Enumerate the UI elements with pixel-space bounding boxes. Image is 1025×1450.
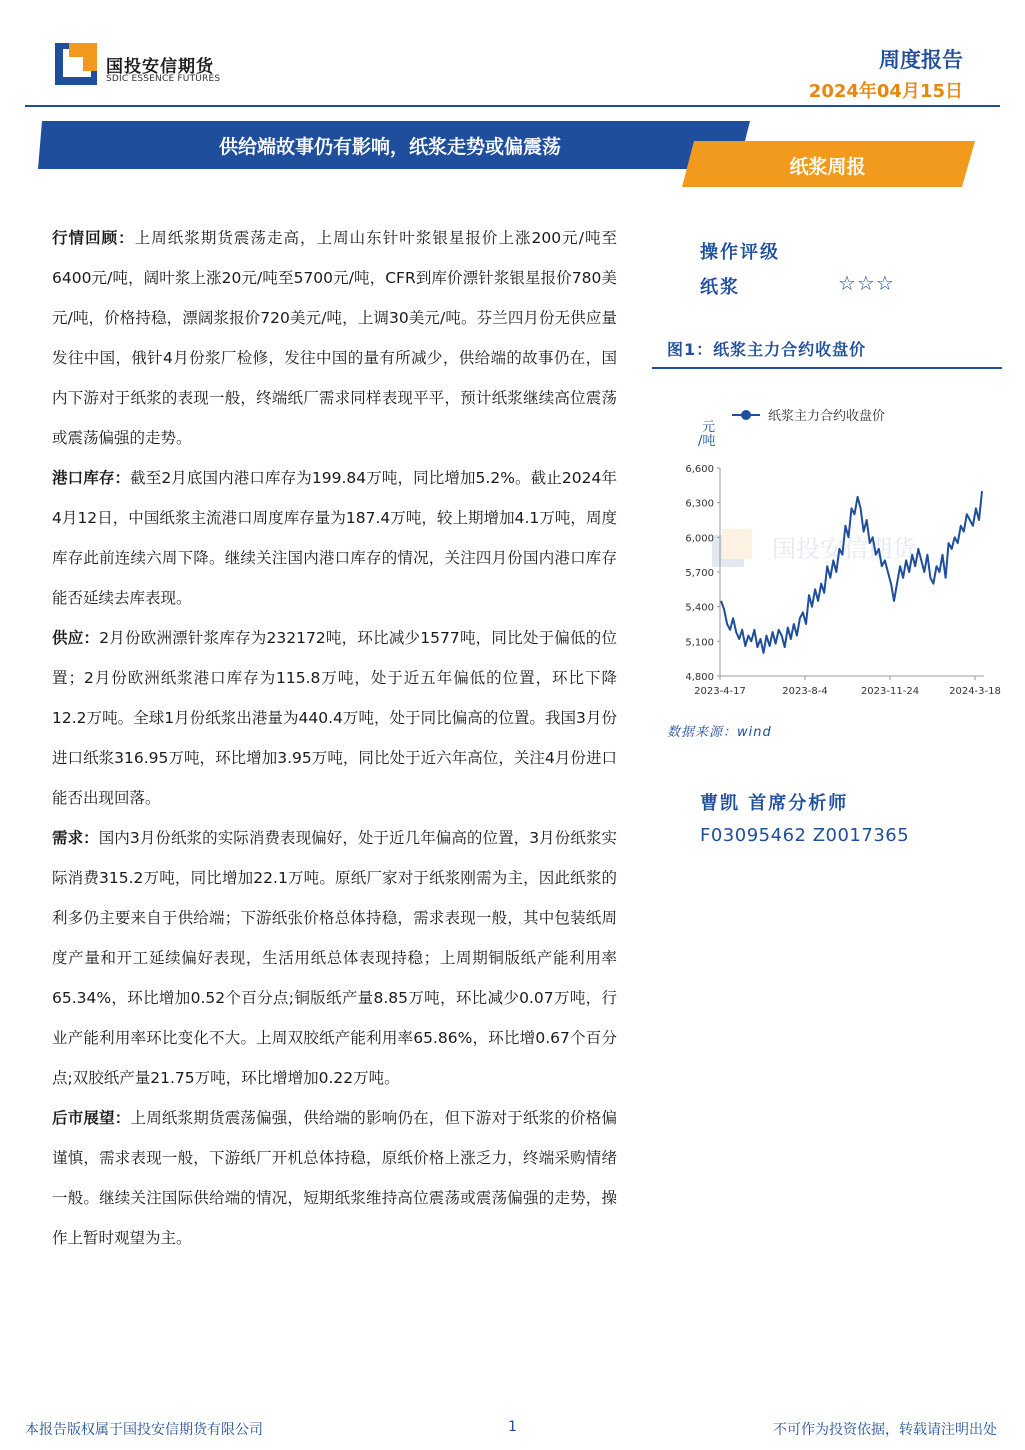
y-tick-label: 6,000 xyxy=(685,533,714,545)
paragraph-text: 2月份欧洲漂针浆库存为232172吨，环比减少1577吨，同比处于偏低的位置；2月份欧洲纸浆港口库存为115.8万吨，处于近五年偏低的位置，环比下降12.2万吨。全球1月份纸浆出港量为440.4万吨，处于同比偏高的位置。我国3月份进口纸浆316.95万吨，环比增加3.95万吨，同比处于近六年高位，关注4月份进口能否出现回落。 xyxy=(52,629,617,807)
chart-legend xyxy=(732,408,885,424)
watermark-text: 国投安信期货 xyxy=(772,535,916,563)
main-text xyxy=(52,218,617,1258)
figure-title: 图1：纸浆主力合约收盘价 xyxy=(667,340,867,359)
paragraph-heading: 供应： xyxy=(52,629,100,647)
y-axis-unit: /吨 xyxy=(698,434,716,449)
y-axis xyxy=(685,464,720,683)
paragraph-text: 国内3月份纸浆的实际消费表现偏好，处于近几年偏高的位置，3月份纸浆实际消费315.2万吨，同比增加22.1万吨。原纸厂家对于纸浆刚需为主，因此纸浆的利多仍主要来自于供给端；下游纸张价格总体持稳，需求表现一般，其中包装纸周度产量和开工延续偏好表现，生活用纸总体表现持稳；上周期铜版纸产能利用率65.34%，环比增加0.52个百分点;铜版纸产量8.85万吨，环比减少0.07万吨，行业产能利用率环比变化不大。上周双胶纸产能利用率65.86%，环比增0.67个百分点;双胶纸产量21.75万吨，环比增增加0.22万吨。 xyxy=(52,829,617,1087)
paragraph-heading: 需求： xyxy=(52,829,99,847)
header-divider xyxy=(25,105,1000,107)
paragraph-outlook xyxy=(52,1098,617,1258)
page-number: 1 xyxy=(508,1419,517,1435)
paragraph-supply xyxy=(52,618,617,818)
paragraph-heading: 行情回顾： xyxy=(52,229,135,247)
paragraph-demand xyxy=(52,818,617,1098)
y-tick-label: 5,400 xyxy=(685,602,714,614)
x-axis xyxy=(694,676,1001,697)
company-logo-icon xyxy=(55,43,97,85)
x-tick-label: 2024-3-18 xyxy=(949,686,1001,697)
y-tick-label: 5,100 xyxy=(685,637,714,649)
paragraph-heading: 后市展望： xyxy=(52,1109,131,1127)
report-headline: 供给端故事仍有影响，纸浆走势或偏震荡 xyxy=(218,136,561,158)
paragraph-port-inventory xyxy=(52,458,617,618)
section-tag: 纸浆周报 xyxy=(789,156,866,178)
x-tick-label: 2023-8-4 xyxy=(782,686,828,697)
y-axis-unit: 元 xyxy=(702,420,716,435)
y-tick-label: 4,800 xyxy=(685,672,714,683)
footer-disclaimer: 不可作为投资依据，转载请注明出处 xyxy=(773,1422,997,1438)
y-tick-label: 5,700 xyxy=(685,568,714,579)
paragraph-heading: 港口库存： xyxy=(52,469,131,487)
analyst-name: 曹凯 首席分析师 xyxy=(700,793,849,814)
rating-stars-icon: ☆☆☆ xyxy=(838,271,895,295)
y-tick-label: 6,300 xyxy=(685,498,714,510)
legend-label: 纸浆主力合约收盘价 xyxy=(768,409,886,424)
legend-marker xyxy=(741,410,751,420)
figure-divider xyxy=(652,367,1002,369)
paragraph-text: 上周纸浆期货震荡偏强，供给端的影响仍在，但下游对于纸浆的价格偏谨慎，需求表现一般，下游纸厂开机总体持稳，原纸价格上涨乏力，终端采购情绪一般。继续关注国际供给端的情况，短期纸浆维持高位震荡或震荡偏强的走势，操作上暂时观望为主。 xyxy=(52,1109,617,1247)
company-name-cn: 国投安信期货 xyxy=(106,57,214,77)
report-date: 2024年04月15日 xyxy=(808,81,963,102)
series-line xyxy=(721,491,982,653)
company-name-en: SDIC ESSENCE FUTURES xyxy=(106,74,221,84)
x-tick-label: 2023-4-17 xyxy=(694,686,746,697)
rating-title: 操作评级 xyxy=(700,242,780,263)
rating-item: 纸浆 xyxy=(700,277,740,298)
footer-copyright: 本报告版权属于国投安信期货有限公司 xyxy=(25,1422,263,1438)
y-tick-label: 6,600 xyxy=(685,464,714,475)
paragraph-text: 截至2月底国内港口库存为199.84万吨，同比增加5.2%。截止2024年4月12日，中国纸浆主流港口周度库存量为187.4万吨，较上期增加4.1万吨，周度库存此前连续六周下降。继续关注国内港口库存的情况，关注四月份国内港口库存能否延续去库表现。 xyxy=(52,469,617,607)
paragraph-text: 上周纸浆期货震荡走高，上周山东针叶浆银星报价上涨200元/吨至6400元/吨，阔叶浆上涨20元/吨至5700元/吨，CFR到库价漂针浆银星报价780美元/吨，价格持稳，漂阔浆报价720美元/吨，上调30美元/吨。芬兰四月份无供应量发往中国，俄针4月份浆厂检修，发往中国的量有所减少，供给端的故事仍在，国内下游对于纸浆的表现一般，终端纸厂需求同样表现平平，预计纸浆继续高位震荡或震荡偏强的走势。 xyxy=(52,229,617,447)
report-type: 周度报告 xyxy=(879,48,963,72)
price-chart xyxy=(652,395,1002,705)
data-source: 数据来源：wind xyxy=(667,725,772,740)
paragraph-market-review xyxy=(52,218,617,458)
analyst-license: F03095462 Z0017365 xyxy=(700,825,910,846)
x-tick-label: 2023-11-24 xyxy=(860,686,920,697)
watermark-logo xyxy=(712,529,918,567)
